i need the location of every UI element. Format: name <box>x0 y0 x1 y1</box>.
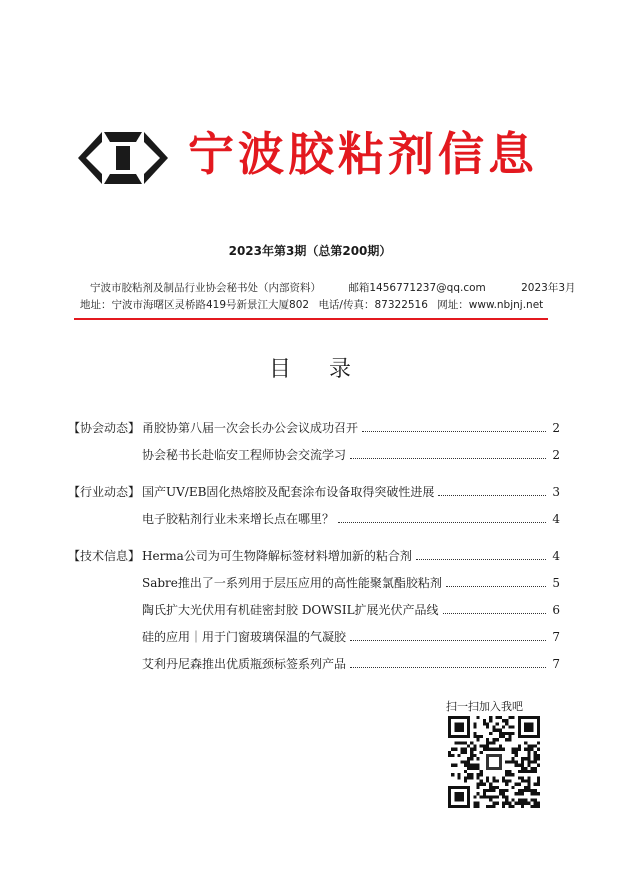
toc-category: 【技术信息】 <box>68 549 141 563</box>
website: 网址：www.nbjnj.net <box>437 299 544 311</box>
email: 邮箱1456771237@qq.com <box>348 282 486 294</box>
toc-entry[interactable] <box>68 623 560 650</box>
issue-line: 2023年第3期（总第200期） <box>228 244 392 258</box>
toc-entry[interactable] <box>68 542 560 569</box>
toc-page-number: 6 <box>552 602 560 617</box>
dot-leader <box>338 522 546 523</box>
toc-entry-title: 艾利丹尼森推出优质瓶颈标签系列产品 <box>142 657 347 671</box>
toc-page-number: 2 <box>552 447 560 462</box>
toc-section <box>68 542 560 677</box>
toc-entry-title: 甬胶协第八届一次会长办公会议成功召开 <box>142 421 359 435</box>
toc-entry[interactable] <box>68 596 560 623</box>
toc-title: 目录 <box>268 357 389 382</box>
toc-page-number: 3 <box>552 484 560 499</box>
toc-entry[interactable] <box>68 569 560 596</box>
toc-entry-title: 电子胶粘剂行业未来增长点在哪里？ <box>142 512 335 526</box>
toc-entry-title: 陶氏扩大光伏用有机硅密封胶 DOWSIL扩展光伏产品线 <box>142 603 439 617</box>
publication-title: 宁波胶粘剂信息 <box>188 127 538 181</box>
toc-page-number: 4 <box>552 511 560 526</box>
phone: 电话/传真：87322516 <box>318 299 428 311</box>
nbjnj-logo-icon <box>78 128 168 188</box>
toc-entry[interactable] <box>68 650 560 677</box>
toc-entry-title: 协会秘书长赴临安工程师协会交流学习 <box>142 448 347 462</box>
dot-leader <box>362 431 546 432</box>
toc-page-number: 2 <box>552 420 560 435</box>
toc-entry-title: Sabre推出了一系列用于层压应用的高性能聚氯酯胶粘剂 <box>142 576 442 590</box>
dot-leader <box>350 640 546 641</box>
toc-entry[interactable] <box>68 505 560 532</box>
toc-category: 【协会动态】 <box>68 421 141 435</box>
publisher-info <box>90 280 576 295</box>
toc-section <box>68 478 560 532</box>
dot-leader <box>438 495 546 496</box>
dot-leader <box>416 559 546 560</box>
toc-entry[interactable] <box>68 441 560 468</box>
toc-entry[interactable] <box>68 414 560 441</box>
header-divider <box>74 318 548 320</box>
toc-entry-title: Herma公司为可生物降解标签材料增加新的粘合剂 <box>142 549 412 563</box>
toc-page-number: 7 <box>552 629 560 644</box>
qr-label: 扫一扫加入我吧 <box>446 700 523 713</box>
dot-leader <box>350 458 546 459</box>
address: 地址：宁波市海曙区灵桥路419号新景江大厦802 <box>80 299 310 311</box>
table-of-contents <box>68 414 560 687</box>
toc-entry-title: 国产UV/EB固化热熔胶及配套涂布设备取得突破性进展 <box>142 485 435 499</box>
masthead <box>0 0 620 250</box>
publish-date: 2023年3月 <box>521 282 576 294</box>
dot-leader <box>350 667 546 668</box>
toc-section <box>68 414 560 468</box>
toc-page-number: 5 <box>552 575 560 590</box>
publisher: 宁波市胶粘剂及制品行业协会秘书处（内部资料） <box>90 282 321 294</box>
dot-leader <box>446 586 546 587</box>
toc-page-number: 7 <box>552 656 560 671</box>
contact-info <box>80 297 543 312</box>
dot-leader <box>443 613 546 614</box>
toc-entry-title: 硅的应用｜用于门窗玻璃保温的气凝胶 <box>142 630 347 644</box>
toc-entry[interactable] <box>68 478 560 505</box>
toc-page-number: 4 <box>552 548 560 563</box>
qr-code-icon[interactable] <box>448 716 540 808</box>
toc-category: 【行业动态】 <box>68 485 141 499</box>
